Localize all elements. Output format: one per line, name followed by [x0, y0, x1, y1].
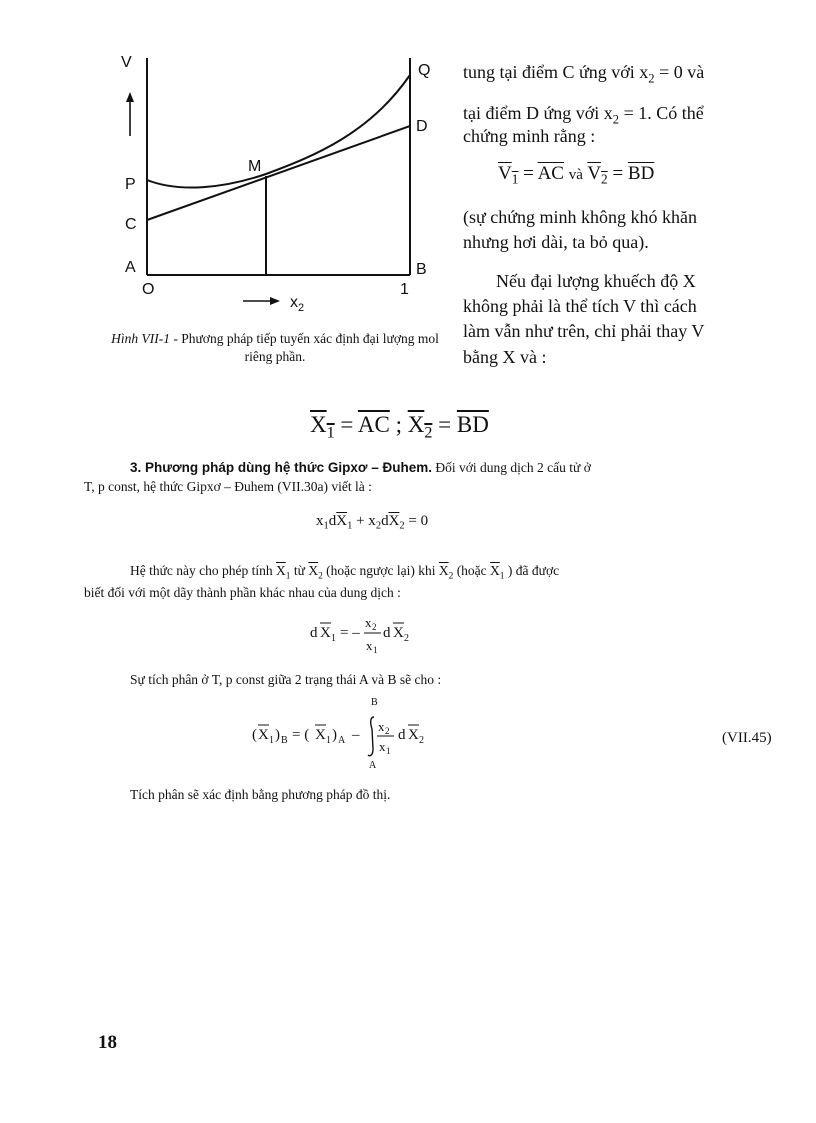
label-v: V [121, 54, 132, 71]
section-3-line-2: T, p const, hệ thức Gipxơ – Đuhem (VII.30a) viết là : [84, 479, 372, 494]
right-text-line-2: tại điểm D ứng với $x_2 = 1$. Có thể [463, 103, 704, 127]
right-text-line-3: chứng minh rằng : [463, 126, 596, 146]
label-o: O [142, 281, 155, 298]
svg-text:1: 1 [331, 633, 336, 644]
right-text-line-7: không phải là thể tích V thì cách [463, 296, 697, 316]
label-x2-subscript: 2 [298, 302, 305, 314]
svg-text:X: X [258, 727, 269, 743]
label-b: B [416, 261, 427, 278]
svg-text:X: X [408, 727, 419, 743]
svg-text:X: X [315, 727, 326, 743]
svg-text:2: 2 [404, 633, 409, 644]
svg-text:2: 2 [385, 726, 390, 736]
section-3-line-5: Sự tích phân ở T, p const giữa 2 trạng thái A và B sẽ cho : [130, 672, 442, 687]
right-text-line-1: tung tại điểm C ứng với $x_2 = 0$ và [463, 62, 705, 86]
label-a: A [125, 259, 136, 276]
equation-number: (VII.45) [722, 730, 772, 746]
label-p: P [125, 176, 136, 193]
right-text-line-5: nhưng hơi dài, ta bỏ qua). [463, 232, 649, 252]
tangent-line [147, 126, 410, 220]
svg-text:A: A [369, 760, 377, 771]
figure-caption [110, 330, 440, 366]
svg-text:x: x [365, 615, 372, 630]
right-text-line-4: (sự chứng minh không khó khăn [463, 207, 697, 227]
x2-arrow-head [270, 297, 280, 305]
svg-text:1: 1 [386, 746, 391, 756]
section-3-line-6: Tích phân sẽ xác định bằng phương pháp đồ thị. [130, 787, 391, 802]
svg-text:X: X [320, 625, 331, 641]
svg-text:B: B [371, 697, 378, 708]
svg-text:x: x [379, 739, 386, 754]
label-d: D [416, 118, 428, 135]
svg-text:B: B [281, 735, 288, 746]
svg-text:x: x [366, 638, 373, 653]
svg-text:(: ( [252, 727, 257, 743]
svg-text:1: 1 [373, 645, 378, 655]
label-m: M [248, 158, 262, 175]
right-text-line-6: Nếu đại lượng khuếch độ X [496, 271, 696, 291]
svg-text:X: X [393, 625, 404, 641]
svg-text:d: d [398, 727, 406, 743]
svg-text:2: 2 [372, 622, 377, 632]
equation-vii-45 [252, 693, 492, 771]
equation-dx1 [310, 608, 460, 656]
section-heading: 3. Phương pháp dùng hệ thức Gipxơ – Đuhem. [130, 460, 433, 475]
page-number: 18 [98, 1032, 117, 1053]
label-x2: $x_2$ [290, 294, 305, 314]
label-q: Q [418, 62, 431, 79]
svg-text:= (: = ( [292, 727, 310, 743]
section-3-line-4: biết đối với một dãy thành phần khác nhau của dung dịch : [84, 585, 401, 600]
label-1: 1 [400, 281, 409, 298]
equation-x-ac-bd: $X_1 = \overline{AC}$ ; $X_2 = \overline{BD}$ [310, 412, 489, 442]
svg-text:d: d [310, 625, 318, 641]
equation-gibbs-duhem: $x_1d\overline{X}_1 + x_2d\overline{X}_2 = 0$ [316, 513, 429, 532]
svg-text:–: – [352, 727, 360, 743]
volume-curve [147, 75, 410, 188]
caption-text: - Phương pháp tiếp tuyến xác định đại lượng mol riêng phần. [169, 331, 439, 364]
svg-text:x: x [378, 719, 385, 734]
svg-text:A: A [338, 735, 346, 746]
right-text-line-9: bằng X và : [463, 347, 547, 367]
equation-v-ac-bd: $V_1 = \overline{AC}$ và $V_2 = \overline{BD}$ [498, 163, 655, 187]
tangent-method-figure [100, 48, 440, 348]
caption-label: Hình VII-1 [111, 331, 170, 346]
v-arrow-head [126, 92, 134, 102]
svg-text:2: 2 [419, 735, 424, 746]
svg-text:1: 1 [269, 735, 274, 746]
label-c: C [125, 216, 137, 233]
svg-text:): ) [275, 727, 280, 743]
section-3-line-3: Hệ thức này cho phép tính $\overline{X}_1$ từ $\overline{X}_2$ (hoặc ngược lại) khi $\overline{X}_2$ (hoặc $\overline{X}_1$ ) đã được [130, 563, 560, 582]
svg-text:= –: = – [340, 625, 360, 641]
svg-text:d: d [383, 625, 391, 641]
svg-text:): ) [332, 727, 337, 743]
right-text-line-8: làm vẫn như trên, chỉ phải thay V [463, 321, 705, 341]
section-3-line-1: 3. Phương pháp dùng hệ thức Gipxơ – Đuhem. Đối với dung dịch 2 cấu tử ở [130, 460, 591, 475]
svg-text:1: 1 [326, 735, 331, 746]
